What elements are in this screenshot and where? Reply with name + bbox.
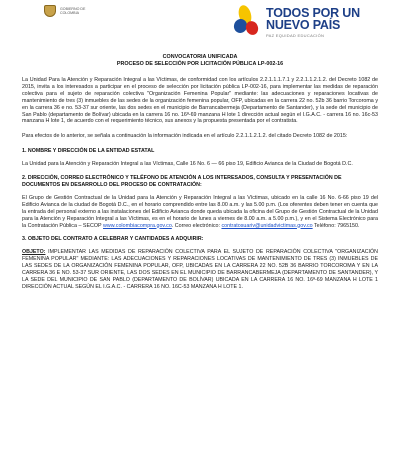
brand-line-2: NUEVO PAÍS <box>266 18 341 32</box>
government-logo <box>44 5 100 17</box>
section-3-heading: 3. OBJETO DEL CONTRATO A CELEBRAR Y CANTIDADES A ADQUIRIR: <box>22 236 204 243</box>
section-2-text-part-1: El Grupo de Gestión Contractual de la Unidad para la Atención y Reparación Integral a las Víctimas, ubicado en la calle 16 No. 6-66 piso 19 del Edificio Avianca de la ciudad de Bogotá D.C., en el horario comprendido entre las 8.00 a.m. y las 5.00 p.m. (Los oferentes deben tener en cuenta que la entrada del personal externo a las instalaciones del Edificio Avianca donde queda ubicada la oficina del Grupo de Gestión Contractual de la Unidad para la Atención y Reparación Integral a las Víctimas, es en el horario de lunes a viernes de 8.00 a.m. a 5.00 p.m.), y en el Sistema Electrónico para la Contratación Pública – SECOP <box>22 194 378 229</box>
section-2-heading: 2. DIRECCIÓN, CORREO ELECTRÓNICO Y TELÉFONO DE ATENCIÓN A LOS INTERESADOS, CONSULTA Y PRESENTACIÓN DE DOCUMENTOS EN DESARROLLO DEL PROCESO DE CONTRATACIÓN: <box>22 175 342 188</box>
government-logo-text: GOBIERNO DE COLOMBIA <box>60 7 86 15</box>
coat-of-arms-icon <box>44 5 56 17</box>
section-2-body <box>22 195 378 230</box>
contract-email-link[interactable]: contratosuariv@unidadvictimas.gov.co <box>221 222 313 229</box>
effects-paragraph: Para efectos de lo anterior, se señala a continuación la información indicada en el artículo 2.2.1.1.2.1.2. del citado Decreto 1082 de 2015: <box>22 133 348 140</box>
objeto-label: OBJETO: <box>22 249 46 256</box>
section-1-heading: 1. NOMBRE Y DIRECCIÓN DE LA ENTIDAD ESTATAL <box>22 148 155 155</box>
section-2-text-part-2: . Correo electrónico: <box>171 222 220 229</box>
title-line-1: CONVOCATORIA UNIFICADA <box>162 54 238 60</box>
secop-link[interactable]: www.colombiacompra.gov.co <box>103 222 172 229</box>
section-3-body <box>22 249 378 290</box>
section-2-text-part-3: Teléfono: 7965150. <box>314 222 360 229</box>
nuevo-pais-mark-icon <box>232 5 260 39</box>
objeto-text: IMPLEMENTAR LAS MEDIDAS DE REPARACIÓN COLECTIVA PARA EL SUJETO DE REPARACIÓN COLECTIVA "ORGANIZACIÓN FEMENINA POPULAR" MEDIANTE: LAS ADECUACIONES Y REPARACIONES LOCATIVAS DE MANTENIMIENTO DE TRES (3) INMUEBLES DE LAS SEDES DE LA ORGANIZACIÓN FEMENINA POPULAR, OFP, UBICADAS EN LA CARRERA 22 NO. 52B 36 BARRIO TORCOROMA Y EN LA CARRERA 36 E NO. 53-37 SUR ORIENTE, LAS DOS SEDES EN EL MUNICIPIO DE BARRANCABERMEJA (DEPARTAMENTO DE SANTANDER), Y LA SEDE DEL MUNICIPIO DE SAN PABLO (DEPARTAMENTO DE BOLÍVAR) UBICADA EN LA CARRERA 16 NO. 16ª-69 MANZANA H LOTE 1 DIRECCIÓN ACTUAL SEGÚN EL I.G.A.C. - CARRERA 16 NO. 16C-53 MANZANA H LOTE 1. <box>22 249 378 290</box>
section-1-body: La Unidad para la Atención y Reparación Integral a las Víctimas, Calle 16 No. 6 — 66 piso 19, Edificio Avianca de la Ciudad de Bogotá D.C. <box>22 161 353 168</box>
document-title <box>22 54 378 68</box>
todos-por-un-nuevo-pais-logo <box>232 5 360 39</box>
title-line-2: PROCESO DE SELECCIÓN POR LICITACIÓN PÚBLICA LP-002-16 <box>116 61 284 67</box>
document-header <box>22 0 378 52</box>
brand-tagline: PAZ EQUIDAD EDUCACIÓN <box>266 32 325 38</box>
brand-line-1: TODOS POR UN <box>266 5 360 20</box>
intro-paragraph: La Unidad Para la Atención y Reparación Integral a las Víctimas, de conformidad con los artículos 2.2.1.1.1.7.1 y 2.2.1.1.2.1.2. del Decreto 1082 de 2015, invita a los interesados a participar en el proceso de selección por licitación pública LP-002-16, para implementar las medidas de reparación colectiva para el sujeto de reparación colectiva "Organización Femenina Popular" mediante: las adecuaciones y reparaciones locativas de mantenimiento de tres (3) inmuebles de las sedes de la organización femenina popular, OFP, ubicadas en la carrera 22 no. 52b 36 barrio Torcoroma y en la carrera 36 e no. 53-37 sur oriente, las dos sedes en el municipio de Barrancabermeja (Departamento de Santander), y la sede del municipio de San Pablo (departamento de Bolívar) ubicada en la carrera 16 no. 16ª-69 manzana H lote 1 dirección actual según el I.G.A.C. - carrera 16 no. 16c-53 manzana H lote 1, de acuerdo con el requerimiento técnico, sus anexos y la propuesta presentada por el contratista. <box>22 77 378 125</box>
